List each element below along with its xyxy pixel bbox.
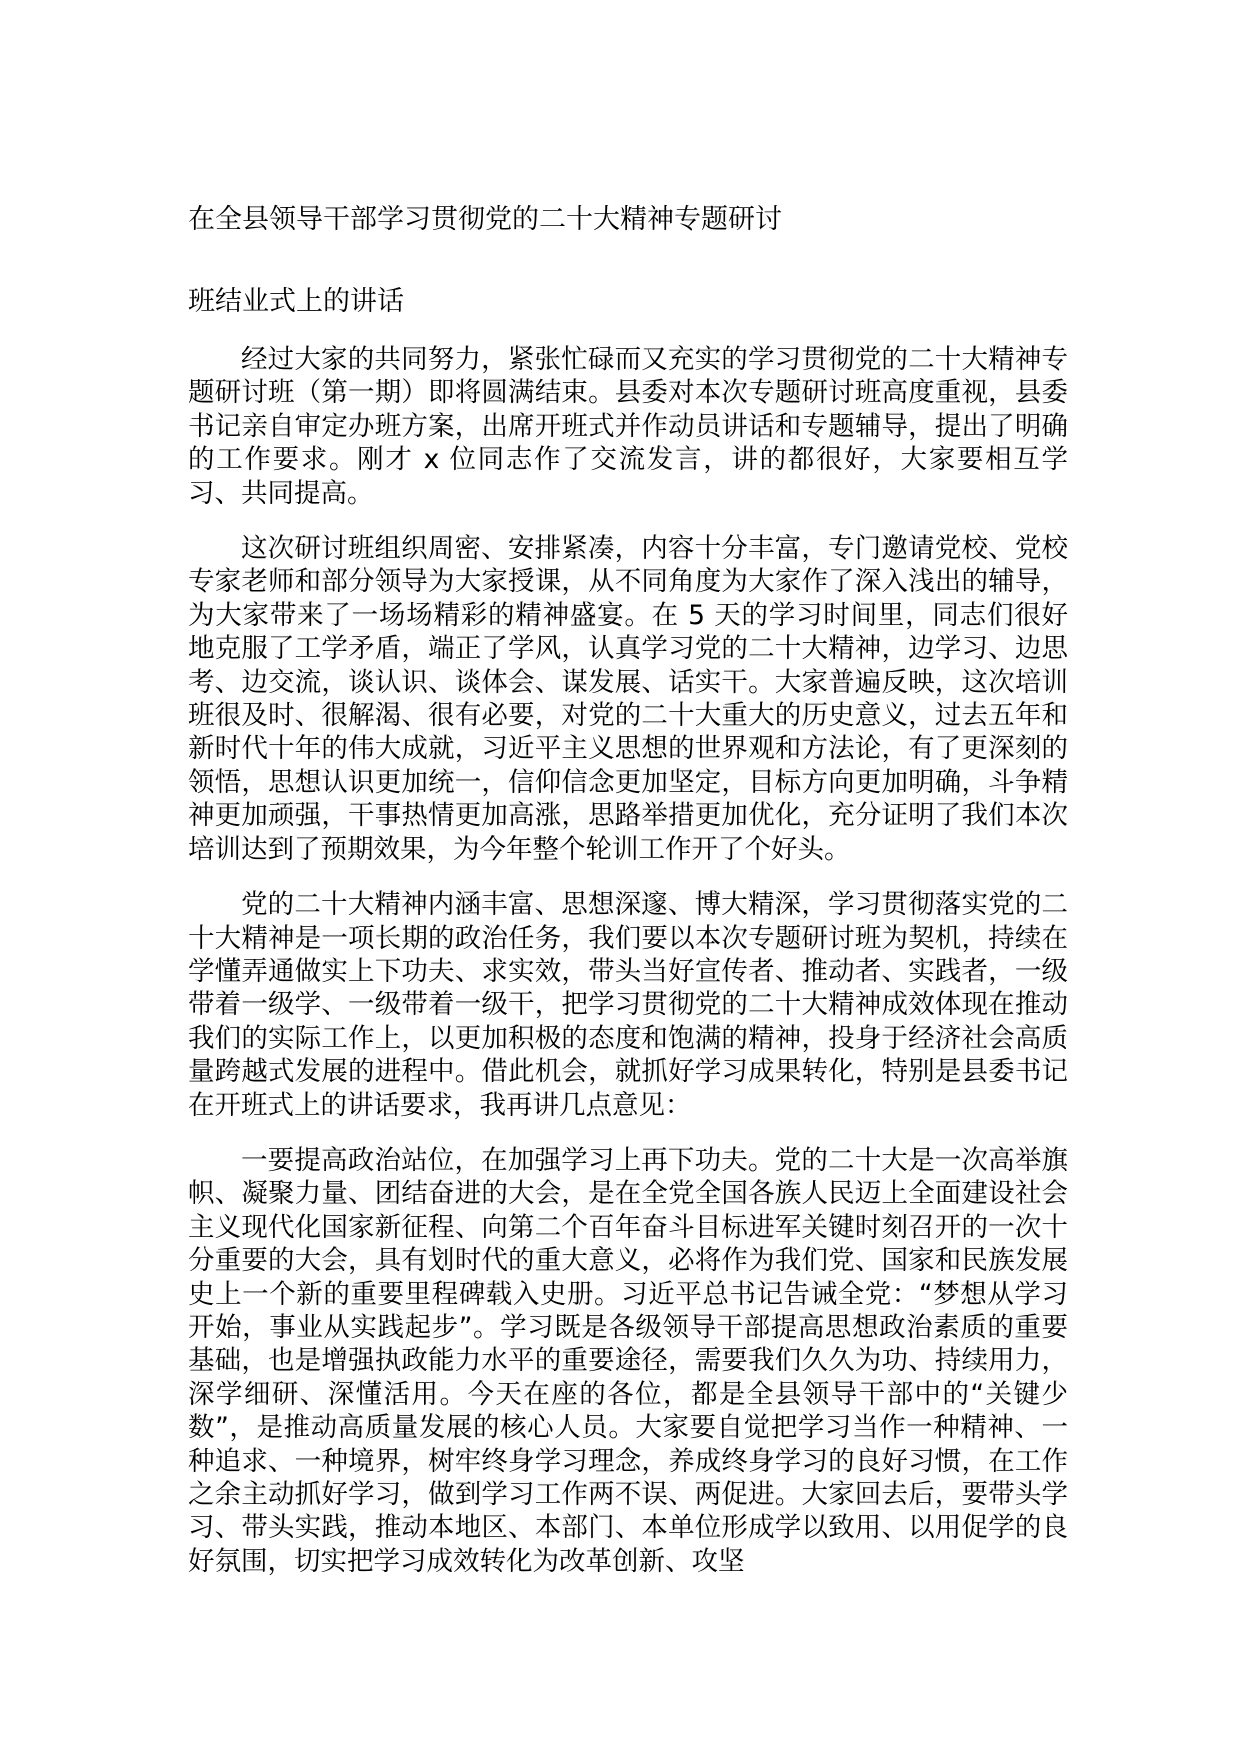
document-title-line-1: 在全县领导干部学习贯彻党的二十大精神专题研讨 [188, 204, 782, 235]
document-title-line-2: 班结业式上的讲话 [188, 286, 404, 317]
body-paragraph-1: 经过大家的共同努力，紧张忙碌而又充实的学习贯彻党的二十大精神专题研讨班（第一期）即将圆满结束。县委对本次专题研讨班高度重视，县委书记亲自审定办班方案，出席开班式并作动员讲话和专题辅导，提出了明确的工作要求。刚才 x 位同志作了交流发言，讲的都很好，大家要相互学习、共同提高。 [188, 344, 1068, 509]
body-paragraph-3: 党的二十大精神内涵丰富、思想深邃、博大精深，学习贯彻落实党的二十大精神是一项长期的政治任务，我们要以本次专题研讨班为契机，持续在学懂弄通做实上下功夫、求实效，带头当好宣传者、推动者、实践者，一级带着一级学、一级带着一级干，把学习贯彻党的二十大精神成效体现在推动我们的实际工作上，以更加积极的态度和饱满的精神，投身于经济社会高质量跨越式发展的进程中。借此机会，就抓好学习成果转化，特别是县委书记在开班式上的讲话要求，我再讲几点意见： [188, 889, 1068, 1121]
document-body [188, 343, 1068, 1578]
body-paragraph-2: 这次研讨班组织周密、安排紧凑，内容十分丰富，专门邀请党校、党校专家老师和部分领导为大家授课，从不同角度为大家作了深入浅出的辅导，为大家带来了一场场精彩的精神盛宴。在 5 天的学习时间里，同志们很好地克服了工学矛盾，端正了学风，认真学习党的二十大精神，边学习、边思考、边交流，谈认识、谈体会、谋发展、话实干。大家普遍反映，这次培训班很及时、很解渴、很有必要，对党的二十大重大的历史意义，过去五年和新时代十年的伟大成就，习近平主义思想的世界观和方法论，有了更深刻的领悟，思想认识更加统一，信仰信念更加坚定，目标方向更加明确，斗争精神更加顽强，干事热情更加高涨，思路举措更加优化，充分证明了我们本次培训达到了预期效果，为今年整个轮训工作开了个好头。 [188, 533, 1068, 865]
body-paragraph-4: 一要提高政治站位，在加强学习上再下功夫。党的二十大是一次高举旗帜、凝聚力量、团结奋进的大会，是在全党全国各族人民迈上全面建设社会主义现代化国家新征程、向第二个百年奋斗目标进军关键时刻召开的一次十分重要的大会，具有划时代的重大意义，必将作为我们党、国家和民族发展史上一个新的重要里程碑载入史册。习近平总书记告诫全党：“梦想从学习开始，事业从实践起步”。学习既是各级领导干部提高思想政治素质的重要基础，也是增强执政能力水平的重要途径，需要我们久久为功、持续用力，深学细研、深懂活用。今天在座的各位，都是全县领导干部中的“关键少数”，是推动高质量发展的核心人员。大家要自觉把学习当作一种精神、一种追求、一种境界，树牢终身学习理念，养成终身学习的良好习惯，在工作之余主动抓好学习，做到学习工作两不误、两促进。大家回去后，要带头学习、带头实践，推动本地区、本部门、本单位形成学以致用、以用促学的良好氛围，切实把学习成效转化为改革创新、攻坚 [188, 1144, 1068, 1577]
